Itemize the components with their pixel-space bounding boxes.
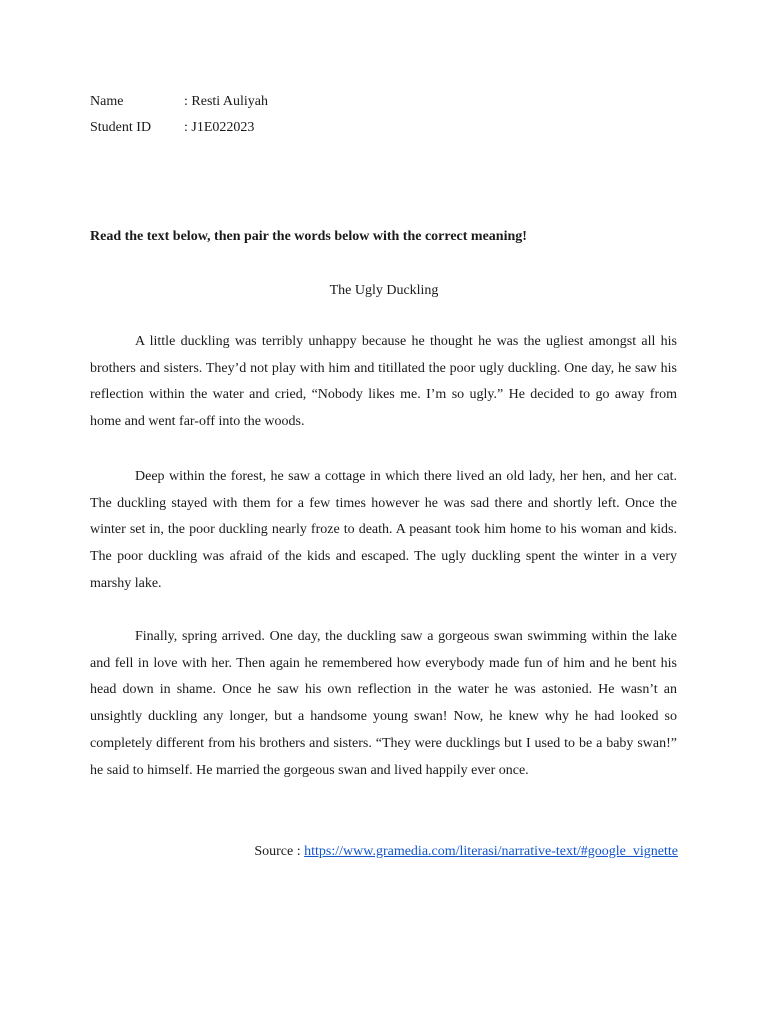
name-value: : Resti Auliyah <box>184 94 268 109</box>
student-id-value: : J1E022023 <box>184 120 255 135</box>
name-label: Name <box>90 94 124 109</box>
instruction-text: Read the text below, then pair the words below with the correct meaning! <box>90 229 527 244</box>
story-title: The Ugly Duckling <box>329 283 439 298</box>
story-paragraph-1: A little duckling was terribly unhappy because he thought he was the ugliest amongst all his brothers and sisters. They’d not play with him and titillated the poor ugly duckling. One day, he saw his reflection within the water and cried, “Nobody likes me. I’m so ugly.” He decided to go away from home and went far-off into the woods. <box>90 334 677 430</box>
story-paragraph-3: Finally, spring arrived. One day, the duckling saw a gorgeous swan swimming within the lake and fell in love with her. Then again he remembered how everybody made fun of him and he bent his head down in shame. Once he saw his own reflection in the water he was astonied. He wasn’t an unsightly duckling any longer, but a handsome young swan! Now, he knew why he had looked so completely different from his brothers and sisters. “They were ducklings but I used to be a baby swan!” he said to himself. He married the gorgeous swan and lived happily ever once. <box>90 629 677 778</box>
student-id-label: Student ID <box>90 120 152 135</box>
source-label: Source : <box>254 844 305 859</box>
source-line <box>254 842 678 862</box>
source-link[interactable]: https://www.gramedia.com/literasi/narrative-text/#google_vignette <box>304 844 678 859</box>
story-paragraph-2: Deep within the forest, he saw a cottage in which there lived an old lady, her hen, and her cat. The duckling stayed with them for a few times however he was sad there and shortly left. Once the winter set in, the poor duckling nearly froze to death. A peasant took him home to his woman and kids. The poor duckling was afraid of the kids and escaped. The ugly duckling spent the winter in a very marshy lake. <box>90 469 677 591</box>
